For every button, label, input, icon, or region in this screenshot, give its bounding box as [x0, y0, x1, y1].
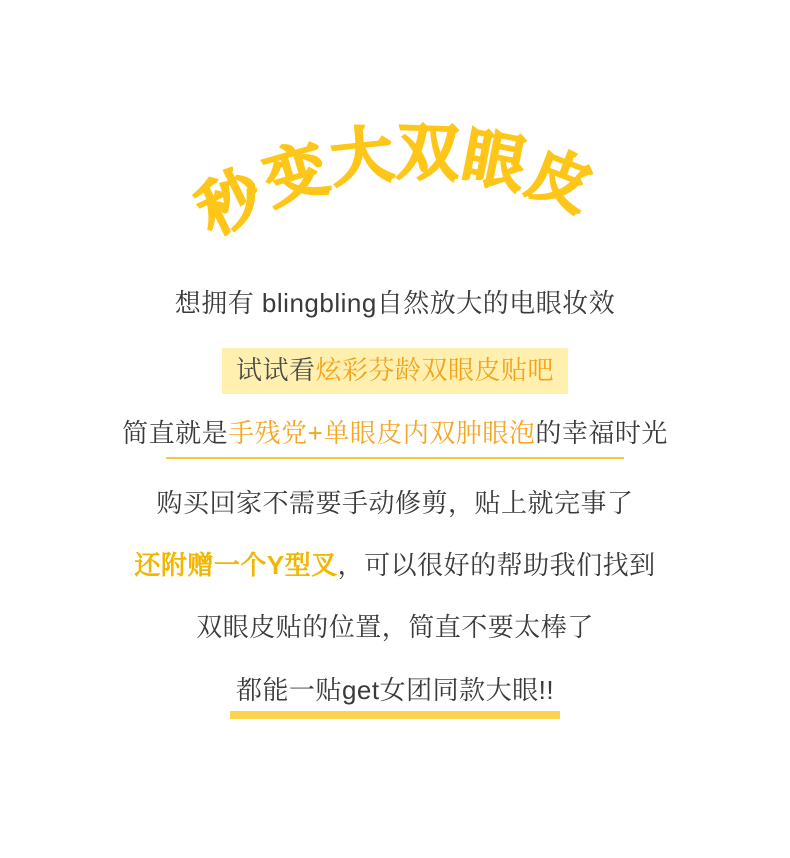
- line7-bar-group: [230, 673, 560, 710]
- line3-highlight: 手残党+单眼皮内双肿眼泡: [228, 418, 536, 449]
- line3-suffix: 的幸福时光: [535, 418, 668, 449]
- line3-underline-group: [122, 416, 668, 459]
- headline-banner: [0, 114, 790, 270]
- title-char-2: 大: [327, 116, 397, 197]
- copy-line-4: 购买回家不需要手动修剪，贴上就完事了: [156, 488, 634, 519]
- title-char-4: 眼: [456, 118, 532, 203]
- copy-line-5: [0, 548, 790, 583]
- line3-prefix: 简直就是: [122, 418, 229, 449]
- copy-line-2: [0, 348, 790, 394]
- copy-line-7: [0, 673, 790, 710]
- line2-prefix: 试试看: [235, 355, 316, 386]
- body-copy: [0, 286, 790, 710]
- arched-title: [185, 114, 603, 249]
- title-char-0: 秒: [185, 156, 274, 249]
- title-char-5: 皮: [518, 135, 603, 226]
- line5-highlight: 还附赠一个Y型叉: [134, 550, 338, 581]
- line2-highlight: 炫彩芬龄双眼皮贴吧: [315, 355, 555, 386]
- title-char-3: 双: [395, 114, 461, 191]
- copy-line-3: [0, 416, 790, 459]
- line5-suffix: ，可以很好的帮助我们找到: [337, 550, 656, 581]
- line7-text: 都能一贴get女团同款大眼!!: [235, 674, 555, 705]
- copy-line-1: 想拥有 blingbling自然放大的电眼妆效: [174, 288, 616, 318]
- title-char-1: 变: [255, 130, 336, 219]
- copy-line-6: 双眼皮贴的位置，简直不要太棒了: [196, 612, 594, 643]
- highlight-marker: [222, 348, 568, 394]
